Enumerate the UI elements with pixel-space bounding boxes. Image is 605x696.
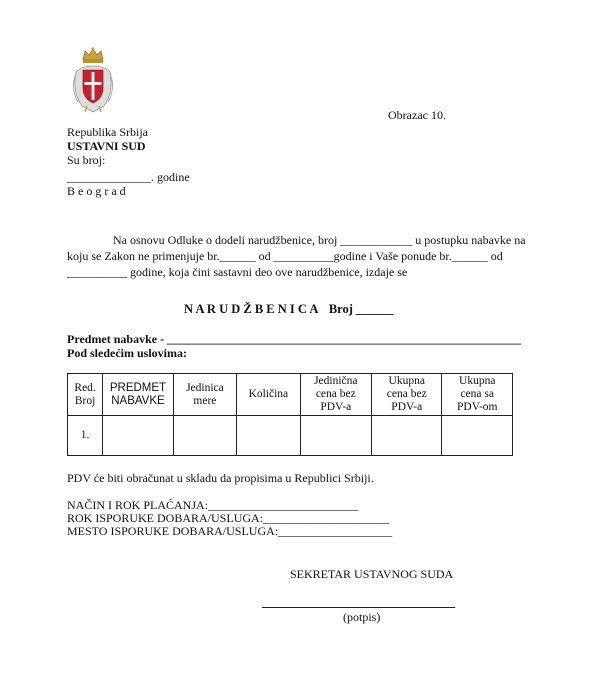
header-cell: Količina <box>237 374 300 416</box>
intro-line-1: Na osnovu Odluke o dodeli narudžbenice, broj ____________ u postupku nabavke na <box>113 233 526 247</box>
table-cell[interactable] <box>442 416 513 456</box>
document-title <box>184 302 394 317</box>
subject-block <box>67 332 521 360</box>
delivery-time-field[interactable]: ROK ISPORUKE DOBARA/USLUGA:_____________________ <box>67 511 390 525</box>
city-name: B e o g r a d <box>67 184 126 198</box>
table-row <box>68 416 513 456</box>
intro-paragraph <box>67 232 537 280</box>
signature-title: SEKRETAR USTAVNOG SUDA <box>290 567 454 581</box>
table-cell[interactable] <box>372 416 442 456</box>
document-title-number: Broj ______ <box>328 302 394 316</box>
table-cell[interactable] <box>103 416 173 456</box>
republic-name: Republika Srbija <box>67 125 148 139</box>
delivery-place-field[interactable]: MESTO ISPORUKE DOBARA/USLUGA:___________________ <box>67 524 393 538</box>
pdv-note: PDV će biti obračunat u skladu da propisima u Republici Srbiji. <box>67 471 374 485</box>
case-number: Su broj: <box>67 153 106 167</box>
table-cell: 1. <box>68 416 103 456</box>
order-table <box>67 373 513 456</box>
serbia-coat-of-arms-icon <box>70 46 116 116</box>
fields-block <box>67 499 392 538</box>
header-block <box>67 125 190 198</box>
header-cell: Jedinična cena bez PDV-a <box>300 374 371 416</box>
header-cell: Ukupna cena bez PDV-a <box>372 374 442 416</box>
table-cell[interactable] <box>173 416 236 456</box>
table-cell[interactable] <box>237 416 300 456</box>
intro-line-2: koju se Zakon ne primenjuje br.______ od __________godine i Vaše ponude br.______ od <box>67 249 503 263</box>
form-number: Obrazac 10. <box>388 108 446 122</box>
court-name: USTAVNI SUD <box>67 139 146 153</box>
header-cell: Red. Broj <box>68 374 103 416</box>
signature-line[interactable] <box>262 607 455 608</box>
subject-label: Predmet nabavke - ___________________________________________________________ <box>67 332 522 346</box>
date-line: ______________. godine <box>67 170 190 184</box>
payment-field[interactable]: NAČIN I ROK PLAĆANJA:_________________________ <box>67 498 359 512</box>
document-title-main: N A R U D Ž B E N I C A <box>184 302 318 316</box>
header-cell: Ukupna cena sa PDV-om <box>442 374 513 416</box>
table-header-row <box>68 374 513 416</box>
header-cell: Jedinica mere <box>173 374 236 416</box>
conditions-label: Pod sledećim uslovima: <box>67 346 187 360</box>
intro-line-3: __________ godine, koja čini sastavni deo ove narudžbenice, izdaje se <box>67 265 408 279</box>
signature-caption: (potpis) <box>343 610 381 624</box>
table-cell[interactable] <box>300 416 371 456</box>
header-cell: PREDMET NABAVKE <box>103 374 173 416</box>
